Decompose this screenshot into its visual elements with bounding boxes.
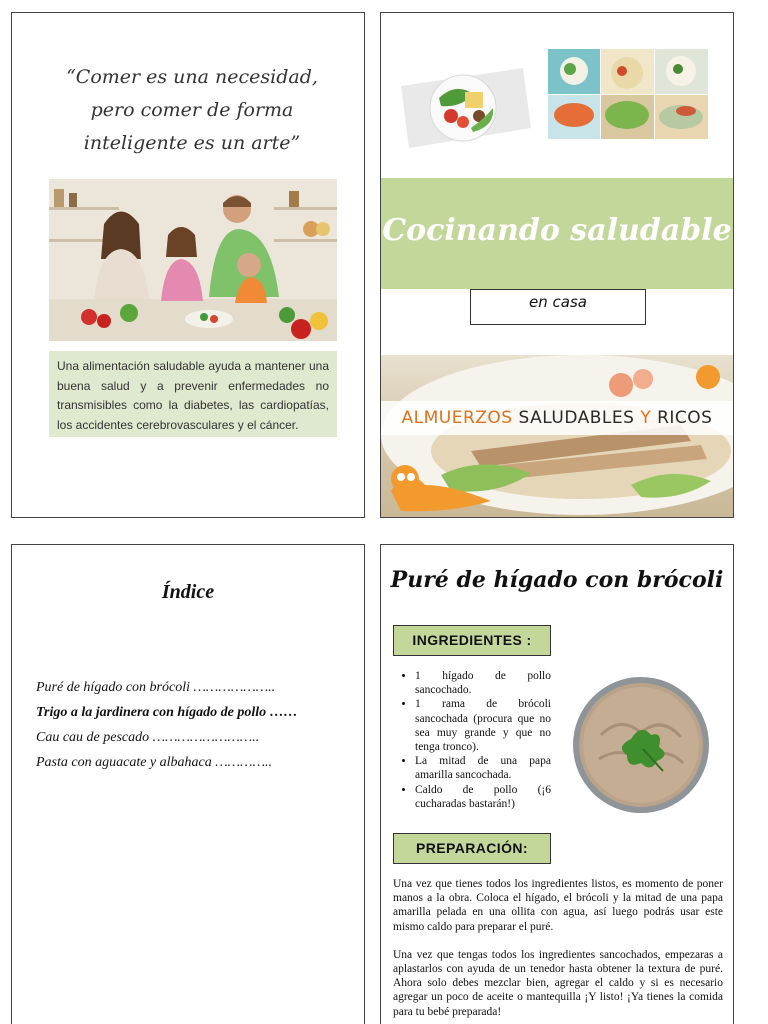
- ingredients-list: [393, 669, 551, 811]
- ingredient-item: • La mitad de una papa amarilla sancochada.: [415, 754, 551, 782]
- book-subtitle: en casa: [470, 289, 646, 325]
- pure-bowl-photo: [571, 675, 711, 815]
- quote-text: “Comer es una necesidad, pero comer de forma inteligente es un arte”: [66, 66, 318, 154]
- banner-word-saludables: SALUDABLES: [518, 408, 635, 428]
- banner-word-y: Y: [640, 408, 652, 428]
- book-title: Cocinando saludable: [382, 213, 732, 248]
- banner-word-almuerzos: ALMUERZOS: [401, 408, 513, 428]
- index-item[interactable]: Puré de hígado con brócoli ………………..: [36, 680, 276, 695]
- index-list: [36, 675, 346, 775]
- ingredient-item: • 1 hígado de pollo sancochado.: [415, 669, 551, 697]
- index-item[interactable]: Trigo a la jardinera con hígado de pollo ……: [36, 705, 298, 720]
- cover-right-page: [380, 12, 734, 518]
- index-item[interactable]: Pasta con aguacate y albahaca …………..: [36, 755, 273, 770]
- cover-left-page: [11, 12, 365, 518]
- recipe-title: Puré de hígado con brócoli: [390, 567, 724, 593]
- banner-text: [381, 401, 733, 435]
- index-item[interactable]: Cau cau de pescado ……………………..: [36, 730, 260, 745]
- index-page: [11, 544, 365, 1024]
- preparation-text: [393, 877, 723, 1024]
- salad-plate-photo: [401, 68, 531, 148]
- preparation-heading: PREPARACIÓN:: [393, 833, 551, 864]
- preparation-paragraph: Una vez que tengas todos los ingredientes sancochados, empezaras a aplastarlos con ayuda de un tenedor hasta obtener la textura de puré. Ahora solo debes mezclar bien, agregar el caldo y si es necesario agregar un poco de aceite o mantequilla ¡Y listo! ¡Ya tienes la comida para tu bebé preparada!: [393, 948, 723, 1018]
- family-cooking-photo: [49, 179, 337, 341]
- preparation-paragraph: Una vez que tienes todos los ingredientes listos, es momento de poner manos a la obra. Coloca el hígado, el brócoli y la mitad de una papa amarilla pelada en una ollita con agua, así luego podrás usar este mismo caldo para preparar el puré.: [393, 878, 723, 933]
- lunch-banner-photo: [381, 355, 733, 518]
- ingredient-item: • Caldo de pollo (¡6 cucharadas bastarán!): [415, 783, 551, 811]
- index-title: Índice: [161, 581, 215, 603]
- ingredients-heading: INGREDIENTES :: [393, 625, 551, 656]
- meals-collage-photo: [548, 49, 708, 139]
- banner-word-ricos: RICOS: [657, 408, 713, 428]
- recipe-page: [380, 544, 734, 1024]
- health-info-box: Una alimentación saludable ayuda a mantener una buena salud y a prevenir enfermedades no transmisibles como la diabetes, las cardiopatías, los accidentes cerebrovasculares y el cáncer.: [49, 351, 337, 437]
- ingredient-item: • 1 rama de brócoli sancochada (procura que no sea muy grande y que no tenga tronco).: [415, 697, 551, 754]
